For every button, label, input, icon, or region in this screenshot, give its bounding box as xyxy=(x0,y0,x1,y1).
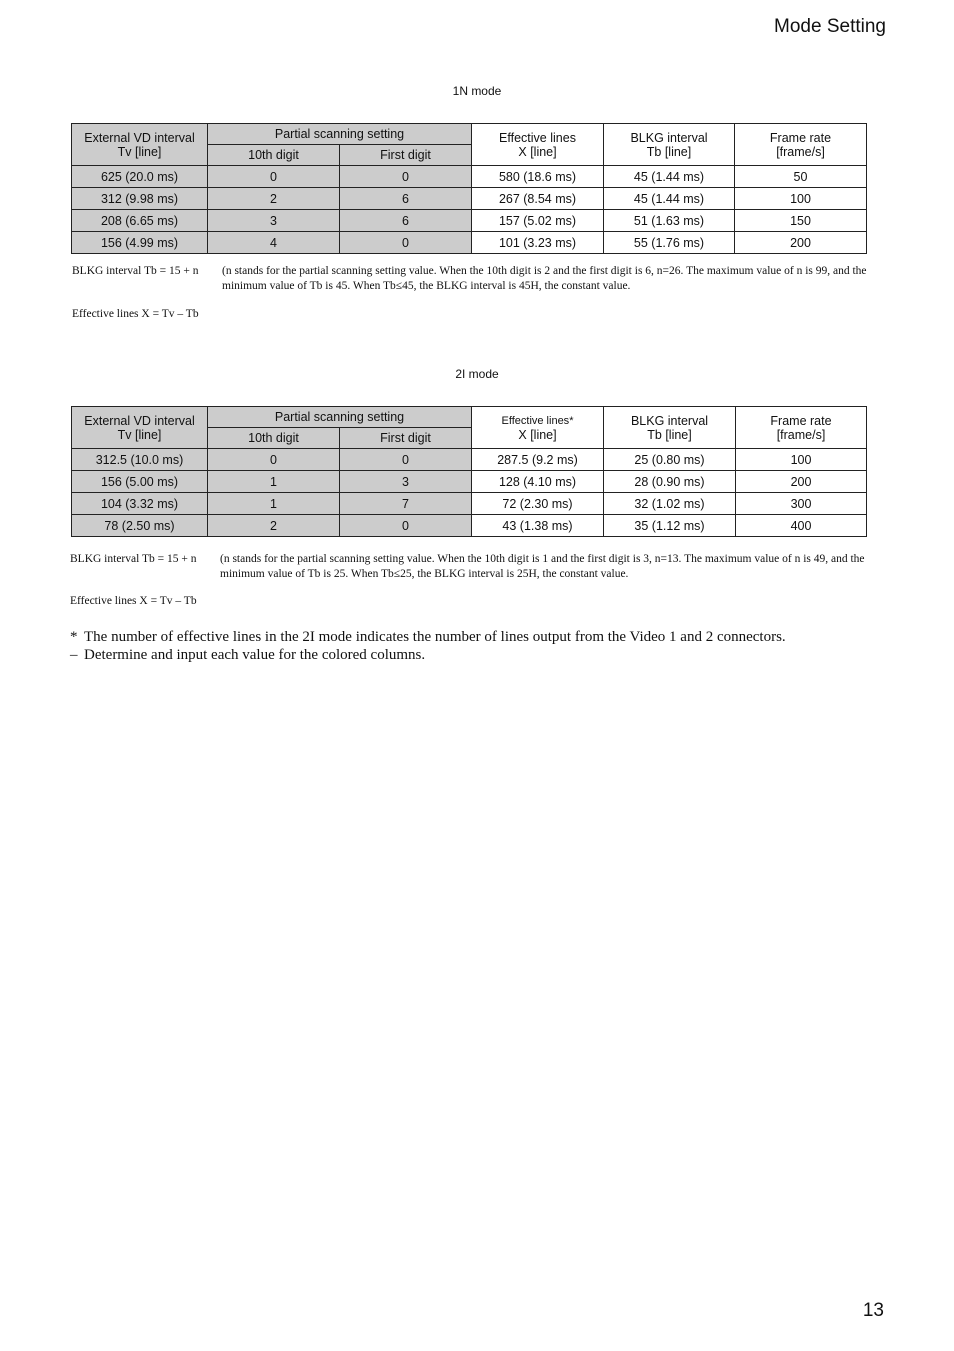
cell-blkg-interval: 32 (1.02 ms) xyxy=(604,493,736,515)
page-number: 13 xyxy=(862,1300,884,1321)
cell-external-vd: 625 (20.0 ms) xyxy=(72,166,208,188)
cell-blkg-interval: 35 (1.12 ms) xyxy=(604,515,736,537)
effective-lines-formula-1n: Effective lines X = Tv – Tb xyxy=(72,308,199,320)
table-row xyxy=(72,449,867,471)
blkg-note-2i xyxy=(70,552,870,584)
cell-frame-rate: 100 xyxy=(735,188,867,210)
cell-first-digit: 0 xyxy=(340,515,472,537)
cell-10th-digit: 0 xyxy=(208,166,340,188)
table-2i-mode xyxy=(71,406,867,537)
cell-first-digit: 0 xyxy=(340,166,472,188)
cell-10th-digit: 1 xyxy=(208,471,340,493)
table-row xyxy=(72,188,867,210)
cell-external-vd: 312.5 (10.0 ms) xyxy=(72,449,208,471)
cell-10th-digit: 1 xyxy=(208,493,340,515)
cell-first-digit: 3 xyxy=(340,471,472,493)
cell-frame-rate: 150 xyxy=(735,210,867,232)
cell-first-digit: 0 xyxy=(340,449,472,471)
table-row xyxy=(72,493,867,515)
cell-blkg-interval: 45 (1.44 ms) xyxy=(604,188,735,210)
cell-effective-lines: 267 (8.54 ms) xyxy=(472,188,604,210)
cell-frame-rate: 400 xyxy=(736,515,867,537)
header-10th-digit: 10th digit xyxy=(208,145,340,166)
cell-frame-rate: 200 xyxy=(735,232,867,254)
cell-10th-digit: 3 xyxy=(208,210,340,232)
cell-external-vd: 312 (9.98 ms) xyxy=(72,188,208,210)
table-row xyxy=(72,166,867,188)
footnote-text: Determine and input each value for the colored columns. xyxy=(84,647,426,663)
header-partial-scanning: Partial scanning setting xyxy=(208,407,472,428)
cell-10th-digit: 0 xyxy=(208,449,340,471)
header-frame-rate: Frame rate [frame/s] xyxy=(735,124,867,166)
cell-blkg-interval: 25 (0.80 ms) xyxy=(604,449,736,471)
table-row xyxy=(72,210,867,232)
cell-effective-lines: 43 (1.38 ms) xyxy=(472,515,604,537)
cell-first-digit: 7 xyxy=(340,493,472,515)
table-row xyxy=(72,471,867,493)
header-external-vd: External VD interval Tv [line] xyxy=(72,407,208,449)
effective-lines-formula-2i: Effective lines X = Tv – Tb xyxy=(70,595,197,607)
cell-effective-lines: 287.5 (9.2 ms) xyxy=(472,449,604,471)
footnote-text: The number of effective lines in the 2I mode indicates the number of lines output from the Video 1 and 2 connectors. xyxy=(84,629,786,645)
header-first-digit: First digit xyxy=(340,145,472,166)
table-row xyxy=(72,515,867,537)
cell-blkg-interval: 45 (1.44 ms) xyxy=(604,166,735,188)
cell-external-vd: 78 (2.50 ms) xyxy=(72,515,208,537)
header-blkg-interval: BLKG interval Tb [line] xyxy=(604,407,736,449)
header-frame-rate: Frame rate [frame/s] xyxy=(736,407,867,449)
blkg-note-label: BLKG interval Tb = 15 + n xyxy=(70,553,197,565)
header-10th-digit: 10th digit xyxy=(208,428,340,449)
cell-effective-lines: 72 (2.30 ms) xyxy=(472,493,604,515)
blkg-note-text: (n stands for the partial scanning setting value. When the 10th digit is 2 and the first digit is 6, n=26. The maximum value of n is 99, and the minimum value of Tb is 45. When Tb≤45, the BLKG interval is 45H, the constant value. xyxy=(222,265,867,292)
header-effective-lines: Effective lines* X [line] xyxy=(472,407,604,449)
cell-external-vd: 104 (3.32 ms) xyxy=(72,493,208,515)
cell-frame-rate: 200 xyxy=(736,471,867,493)
page-header-title: Mode Setting xyxy=(774,16,886,37)
blkg-note-text: (n stands for the partial scanning setting value. When the 10th digit is 1 and the first digit is 3, n=13. The maximum value of n is 49, and the minimum value of Tb is 25. When Tb≤25, the BLKG interval is 25H, the constant value. xyxy=(220,553,865,580)
footnote-item xyxy=(70,628,890,646)
cell-effective-lines: 157 (5.02 ms) xyxy=(472,210,604,232)
footnotes xyxy=(70,628,890,664)
table-row xyxy=(72,232,867,254)
header-blkg-interval: BLKG interval Tb [line] xyxy=(604,124,735,166)
header-external-vd: External VD interval Tv [line] xyxy=(72,124,208,166)
footnote-marker: * xyxy=(70,629,78,645)
footnote-marker: – xyxy=(70,647,78,663)
table-1n-mode xyxy=(71,123,867,254)
cell-10th-digit: 2 xyxy=(208,188,340,210)
header-effective-lines: Effective lines X [line] xyxy=(472,124,604,166)
cell-frame-rate: 50 xyxy=(735,166,867,188)
footnote-item xyxy=(70,646,890,664)
cell-10th-digit: 4 xyxy=(208,232,340,254)
cell-blkg-interval: 55 (1.76 ms) xyxy=(604,232,735,254)
cell-first-digit: 6 xyxy=(340,210,472,232)
cell-frame-rate: 300 xyxy=(736,493,867,515)
cell-external-vd: 208 (6.65 ms) xyxy=(72,210,208,232)
cell-blkg-interval: 51 (1.63 ms) xyxy=(604,210,735,232)
table-caption-2i: 2I mode xyxy=(455,367,499,381)
cell-blkg-interval: 28 (0.90 ms) xyxy=(604,471,736,493)
cell-effective-lines: 101 (3.23 ms) xyxy=(472,232,604,254)
cell-first-digit: 0 xyxy=(340,232,472,254)
header-first-digit: First digit xyxy=(340,428,472,449)
cell-frame-rate: 100 xyxy=(736,449,867,471)
cell-first-digit: 6 xyxy=(340,188,472,210)
cell-effective-lines: 128 (4.10 ms) xyxy=(472,471,604,493)
cell-external-vd: 156 (4.99 ms) xyxy=(72,232,208,254)
cell-effective-lines: 580 (18.6 ms) xyxy=(472,166,604,188)
cell-10th-digit: 2 xyxy=(208,515,340,537)
header-partial-scanning: Partial scanning setting xyxy=(208,124,472,145)
cell-external-vd: 156 (5.00 ms) xyxy=(72,471,208,493)
table-caption-1n: 1N mode xyxy=(452,84,502,98)
blkg-note-label: BLKG interval Tb = 15 + n xyxy=(72,265,199,277)
footnote-asterisk: * xyxy=(569,415,574,427)
blkg-note-1n xyxy=(72,264,872,296)
